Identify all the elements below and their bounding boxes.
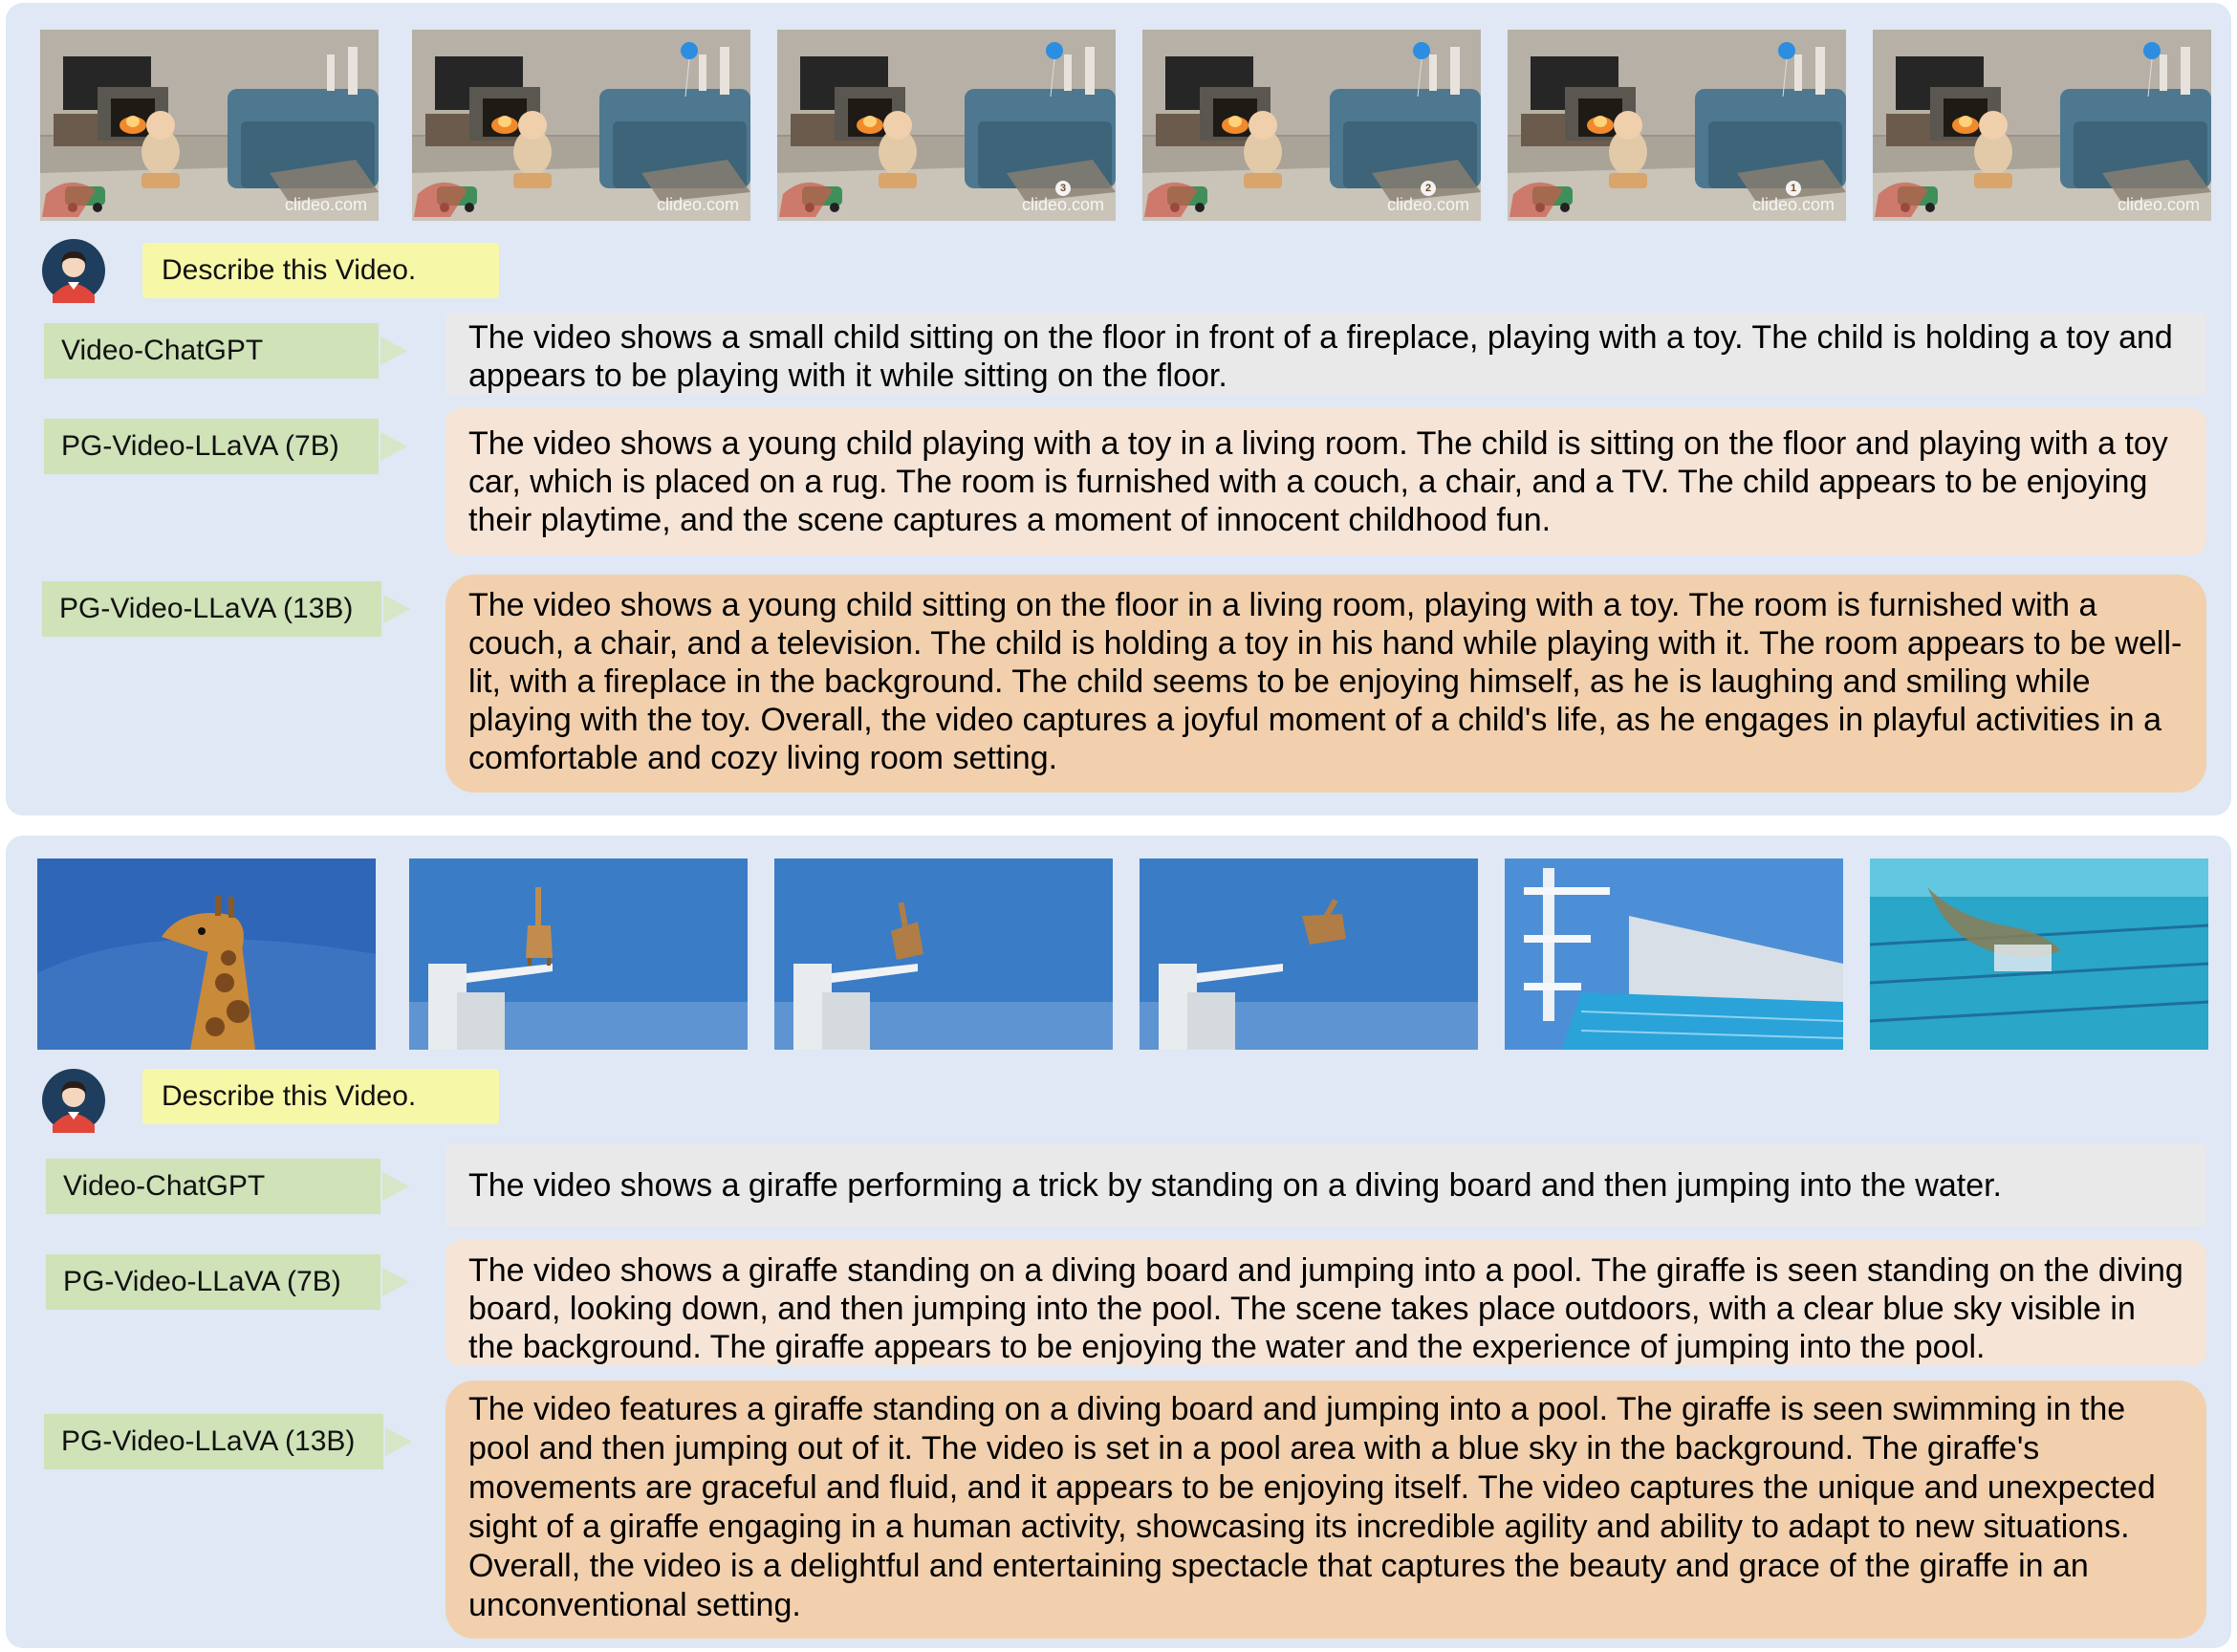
response-pg-video-llava-7b: The video shows a young child playing with a toy in a living room. The child is sitting on the floor and playing with a toy car, which is placed on a rug. The room is furnished with a couch, a chair, and a TV. The child appears to be enjoying their playtime, and the scene captures a moment of innocent childhood fun. <box>445 408 2206 555</box>
user-avatar-icon <box>41 238 106 303</box>
arrow-icon <box>382 1172 409 1201</box>
video-frame <box>1870 859 2208 1050</box>
video-frame <box>1140 859 1478 1050</box>
example-panel-giraffe <box>6 836 2231 1648</box>
example-panel-living-room <box>6 3 2231 815</box>
video-frame <box>774 859 1113 1050</box>
watermark: clideo.com <box>1386 195 1469 214</box>
response-video-chatgpt: The video shows a small child sitting on the floor in front of a fireplace, playing with a toy. The child is holding a toy and appears to be playing with it while sitting on the floor. <box>445 313 2206 395</box>
arrow-icon <box>382 1268 409 1296</box>
model-tag-pg-video-llava-13b <box>44 1414 412 1469</box>
model-label: PG-Video-LLaVA (7B) <box>44 419 379 474</box>
video-frame <box>777 30 1116 221</box>
model-label: PG-Video-LLaVA (13B) <box>44 1414 383 1469</box>
video-frame <box>412 30 750 221</box>
video-frame <box>1505 859 1843 1050</box>
countdown-badge: 3 <box>1055 181 1071 196</box>
watermark: clideo.com <box>2117 195 2200 214</box>
model-tag-video-chatgpt <box>46 1159 409 1214</box>
model-tag-pg-video-llava-13b <box>42 581 410 637</box>
arrow-icon <box>380 432 407 461</box>
countdown-badge: 1 <box>1786 181 1801 196</box>
model-tag-pg-video-llava-7b <box>44 419 407 474</box>
response-pg-video-llava-13b: The video shows a young child sitting on the floor in a living room, playing with a toy. The room is furnished with a couch, a chair, and a television. The child is holding a toy in his hand while playing with it. The room appears to be well-lit, with a fireplace in the background. The child seems to be enjoying himself, as he is laughing and smiling while playing with the toy. Overall, the video captures a joyful moment of a child's life, as he engages in playful activities in a comfortable and cozy living room setting. <box>445 575 2206 793</box>
model-label: PG-Video-LLaVA (7B) <box>46 1254 380 1310</box>
countdown-badge: 2 <box>1421 181 1436 196</box>
video-frame <box>40 30 379 221</box>
watermark: clideo.com <box>656 195 739 214</box>
watermark: clideo.com <box>1751 195 1835 214</box>
model-label: PG-Video-LLaVA (13B) <box>42 581 381 637</box>
user-avatar-icon <box>41 1068 106 1133</box>
model-tag-video-chatgpt <box>44 323 407 379</box>
arrow-icon <box>383 595 410 623</box>
watermark: clideo.com <box>1021 195 1104 214</box>
model-label: Video-ChatGPT <box>46 1159 380 1214</box>
user-prompt: Describe this Video. <box>142 1069 499 1124</box>
video-frame <box>1873 30 2211 221</box>
model-tag-pg-video-llava-7b <box>46 1254 409 1310</box>
response-pg-video-llava-13b: The video features a giraffe standing on a diving board and jumping into a pool. The giraffe is seen swimming in the pool and then jumping out of it. The video is set in a pool area with a blue sky in the background. The giraffe's movements are graceful and fluid, and it appears to be enjoying itself. The video captures the unique and unexpected sight of a giraffe engaging in a human activity, showcasing its incredible agility and ability to adapt to new situations. Overall, the video is a delightful and entertaining spectacle that captures the beauty and grace of the giraffe in an unconventional setting. <box>445 1380 2206 1639</box>
arrow-icon <box>385 1427 412 1456</box>
response-video-chatgpt: The video shows a giraffe performing a trick by standing on a diving board and then jumping into the water. <box>445 1144 2206 1227</box>
video-frame <box>37 859 376 1050</box>
video-frame <box>409 859 748 1050</box>
video-frame <box>1142 30 1481 221</box>
user-prompt: Describe this Video. <box>142 243 499 298</box>
watermark: clideo.com <box>284 195 367 214</box>
model-label: Video-ChatGPT <box>44 323 379 379</box>
arrow-icon <box>380 337 407 365</box>
response-pg-video-llava-7b: The video shows a giraffe standing on a diving board and jumping into a pool. The giraffe is seen standing on the diving board, looking down, and then jumping into the pool. The scene takes place outdoors, with a clear blue sky visible in the background. The giraffe appears to be enjoying the water and the experience of jumping into the pool. <box>445 1240 2206 1366</box>
video-frame <box>1508 30 1846 221</box>
